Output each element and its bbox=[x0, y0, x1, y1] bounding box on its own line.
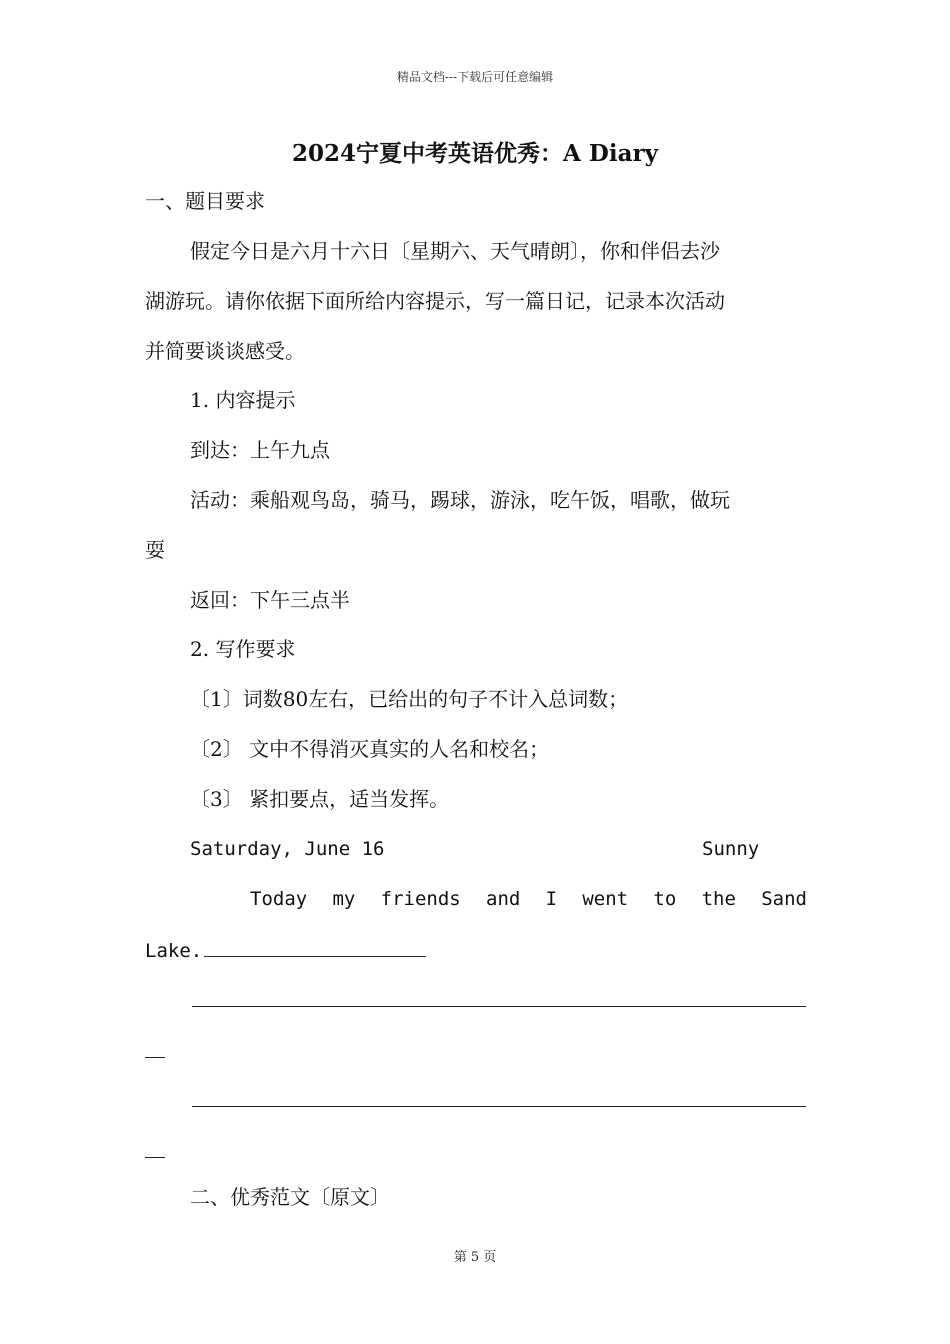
opening-end-word: Lake. bbox=[145, 940, 203, 962]
writing-blank[interactable] bbox=[204, 934, 426, 957]
page-number: 第 5 页 bbox=[453, 1250, 497, 1265]
diary-header-line bbox=[190, 834, 807, 864]
diary-opening-line bbox=[250, 884, 807, 914]
requirement-1: 〔1〕词数80左右，已给出的句子不计入总词数； bbox=[190, 687, 629, 711]
prompt-line-3: 并简要谈谈感受。 bbox=[145, 339, 305, 363]
opening-word: I bbox=[545, 888, 558, 910]
requirement-3: 〔3〕 紧扣要点，适当发挥。 bbox=[190, 787, 450, 811]
diary-date: Saturday, June 16 bbox=[190, 838, 385, 860]
prompt-line-1: 假定今日是六月十六日〔星期六、天气晴朗〕，你和伴侣去沙 bbox=[190, 239, 720, 263]
requirements-label: 2. 写作要求 bbox=[190, 637, 296, 661]
opening-word: the bbox=[701, 888, 736, 910]
content-hint-label: 1. 内容提示 bbox=[190, 388, 296, 412]
section2-heading: 二、优秀范文〔原文〕 bbox=[190, 1185, 390, 1209]
diary-weather: Sunny bbox=[702, 838, 760, 860]
writing-blank-line[interactable] bbox=[192, 1006, 806, 1007]
page-header: 精品文档---下载后可任意编辑 bbox=[396, 70, 554, 84]
opening-word: Sand bbox=[761, 888, 807, 910]
writing-blank-line[interactable] bbox=[192, 1106, 806, 1107]
writing-blank-line-end[interactable] bbox=[145, 1057, 165, 1058]
requirement-2: 〔2〕 文中不得消灭真实的人名和校名； bbox=[190, 737, 550, 761]
diary-opening-end-line bbox=[145, 934, 807, 966]
opening-word: and bbox=[486, 888, 521, 910]
prompt-line-2: 湖游玩。请你依据下面所给内容提示，写一篇日记，记录本次活动 bbox=[145, 289, 725, 313]
activities-line-2: 耍 bbox=[145, 538, 165, 562]
arrive-time: 到达：上午九点 bbox=[190, 438, 330, 462]
activities-line-1: 活动：乘船观鸟岛，骑马，踢球，游泳，吃午饭，唱歌，做玩 bbox=[190, 488, 730, 512]
opening-word: to bbox=[653, 888, 677, 910]
opening-word: Today bbox=[250, 888, 308, 910]
opening-word: my bbox=[332, 888, 356, 910]
section1-heading: 一、题目要求 bbox=[145, 189, 265, 213]
return-time: 返回：下午三点半 bbox=[190, 588, 350, 612]
opening-word: went bbox=[582, 888, 629, 910]
document-title: 2024宁夏中考英语优秀：A Diary bbox=[292, 140, 658, 167]
writing-blank-line-end[interactable] bbox=[145, 1157, 165, 1158]
opening-word: friends bbox=[380, 888, 461, 910]
